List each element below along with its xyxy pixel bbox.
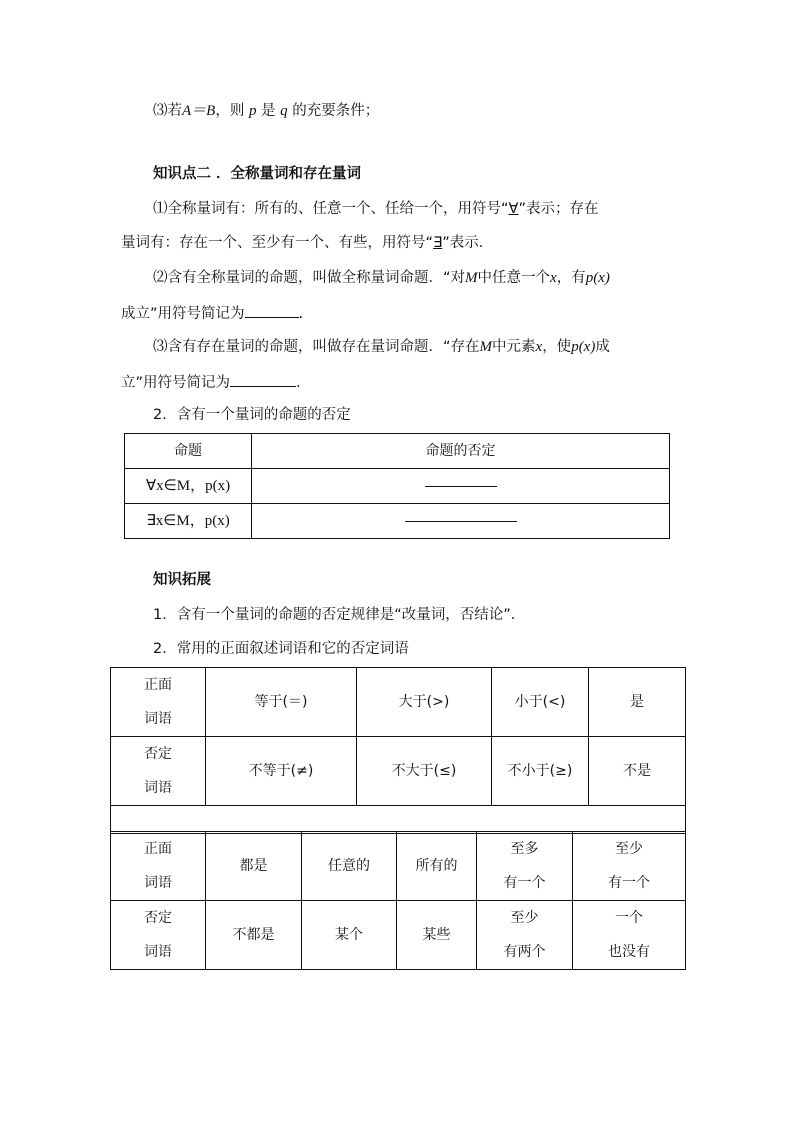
math-p: p [248,103,257,119]
word-cell: 小于(<) [492,668,589,737]
word-cell: 任意的 [302,832,397,901]
table-row [111,668,686,737]
para3-line2: 立”用符号简记为 . [121,371,301,393]
label-line: 正面 [144,841,172,857]
item-3-suffix: 的充要条件； [292,103,380,119]
label-line: 词语 [144,875,172,891]
word-cell: 不是 [589,737,686,806]
answer-blank [405,520,517,522]
word-line: 有一个 [608,875,650,891]
section-title: 知识点二 ．全称量词和存在量词 [153,166,362,182]
word-line: 至少 [615,841,643,857]
math-q: q [280,103,288,119]
word-cell: 某些 [397,901,477,970]
math-px: p(x) [585,270,610,286]
item-3-mid: ，则 [215,103,245,119]
math-px: p(x) [571,339,596,355]
word-cell: 所有的 [397,832,477,901]
spacer-row [111,806,686,834]
answer-blank [245,302,299,318]
word-line: 有两个 [503,944,546,960]
word-cell: 不等于(≠) [206,737,357,806]
label-line: 词语 [144,780,172,796]
empty-cell [111,806,686,834]
forall-proposition: ∀x∈M，p(x) [125,469,252,504]
table-row [111,832,686,901]
expand-line2: 2．常用的正面叙述词语和它的否定词语 [153,641,409,657]
positive-label [111,668,206,737]
word-cell [477,901,573,970]
para3-text-e: 立”用符号简记为 [121,375,231,391]
item-3-prefix: ⑶若 [153,103,182,119]
label-line: 词语 [144,944,172,960]
negation-table [124,433,670,539]
math-x: x [535,339,543,355]
para3-text-b: 中元素 [492,339,536,355]
negative-label [111,737,206,806]
word-cell: 是 [589,668,686,737]
header-proposition: 命题 [125,434,252,469]
word-cell: 大于(>) [357,668,492,737]
expand-line1: 1．含有一个量词的命题的否定规律是“改量词，否结论”． [153,607,526,623]
word-cell: 等于(＝) [206,668,357,737]
word-cell [573,901,686,970]
word-line: 也没有 [608,944,650,960]
forall-symbol: ∀ [508,201,519,217]
table-row [125,434,670,469]
label-line: 正面 [144,677,172,693]
subheading-negation: 2．含有一个量词的命题的否定 [153,407,351,423]
para3-text-d: 成 [595,339,610,355]
para2-text-c: ，有 [556,270,586,286]
math-m: M [465,270,478,286]
para2-text-b: 中任意一个 [477,270,551,286]
word-cell: 不小于(≥) [492,737,589,806]
positive-label [111,832,206,901]
words-table-top [110,667,686,834]
para2-text-d: 成立”用符号简记为 [121,306,245,322]
para1-text-a: ⑴全称量词有：所有的、任意一个、任给一个，用符号“ [153,201,509,217]
label-line: 否定 [144,910,172,926]
para1-text-d: ”表示． [442,235,494,251]
word-cell: 都是 [206,832,302,901]
word-line: 有一个 [503,875,546,891]
words-table-bottom [110,831,686,970]
math-m: M [479,339,493,355]
word-cell: 不都是 [206,901,302,970]
word-line: 至多 [510,841,539,857]
para2-line1 [153,268,610,288]
word-line: 一个 [615,910,643,926]
para2-line2: 成立”用符号简记为 . [121,302,303,324]
item-3-is: 是 [261,103,276,119]
expand-title: 知识拓展 [153,572,211,588]
table-row [111,901,686,970]
para1-line2 [121,233,493,253]
para1-text-b: ”表示；存在 [518,201,599,217]
para2-text-a: ⑵含有全称量词的命题，叫做全称量词命题．“对 [153,270,466,286]
word-cell: 不大于(≤) [357,737,492,806]
answer-blank [425,485,497,487]
table-row [125,469,670,504]
word-cell [573,832,686,901]
label-line: 词语 [144,711,172,727]
word-line: 至少 [510,910,539,926]
para3-text-a: ⑶含有存在量词的命题，叫做存在量词命题．“存在 [153,339,480,355]
item-3 [153,101,379,121]
exists-proposition: ∃x∈M，p(x) [125,504,252,539]
para3-line1 [153,337,610,357]
negative-label [111,901,206,970]
label-line: 否定 [144,746,172,762]
para3-text-c: ，使 [542,339,572,355]
table-row [125,504,670,539]
table-row [111,737,686,806]
para1-text-c: 量词有：存在一个、至少有一个、有些，用符号“ [121,235,434,251]
math-a-equals-b: A＝B [182,103,216,119]
answer-cell [252,469,670,504]
word-cell [477,832,573,901]
word-cell: 某个 [302,901,397,970]
math-x: x [550,270,557,286]
answer-cell [252,504,670,539]
exists-symbol: ∃ [433,235,443,251]
answer-blank [230,371,296,387]
header-negation: 命题的否定 [252,434,670,469]
para1-line1 [153,199,598,219]
